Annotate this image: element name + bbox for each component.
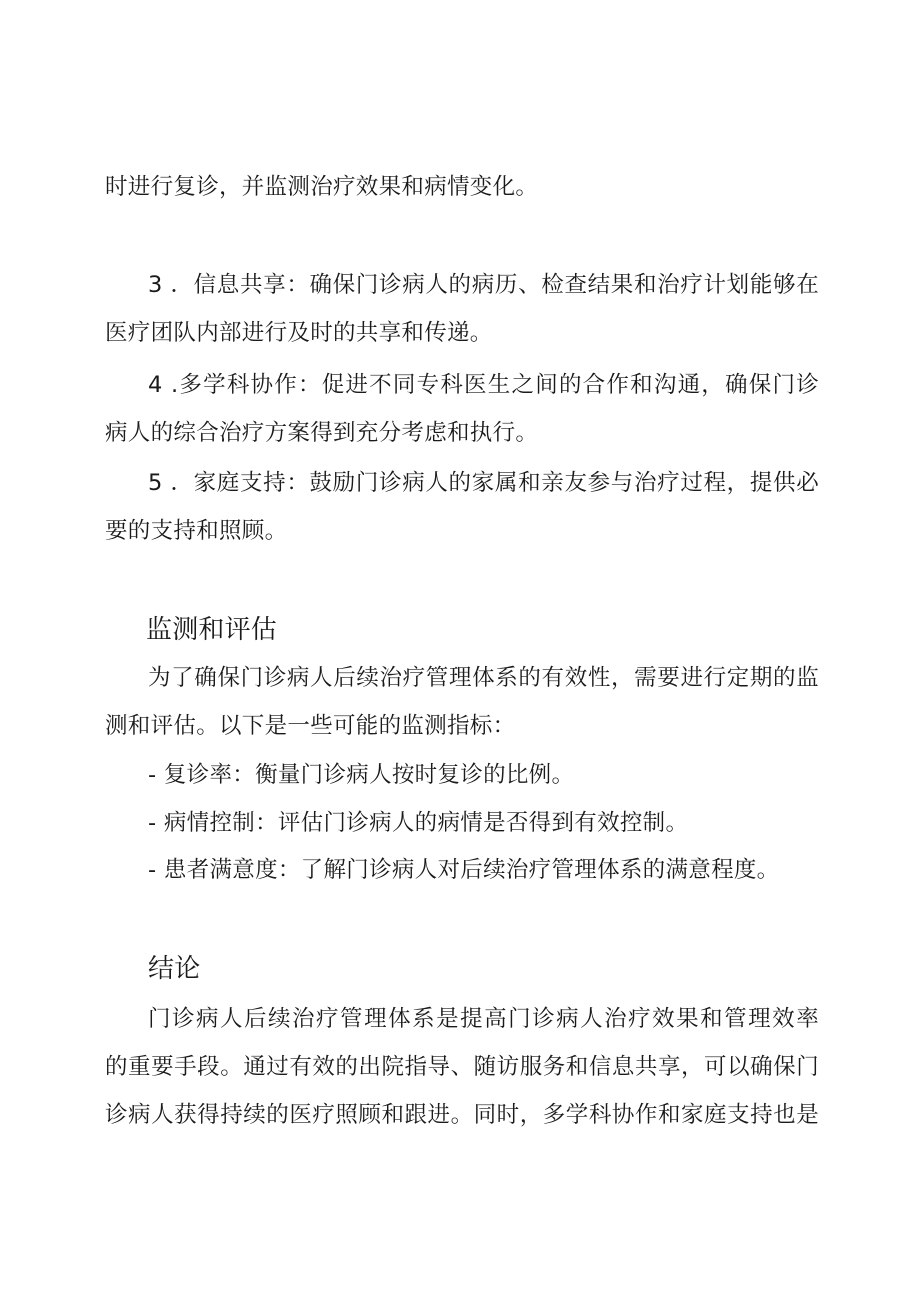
item-4-line-1: 4 .多学科协作：促进不同专科医生之间的合作和沟通，确保门诊 [148,372,819,398]
monitoring-paragraph-line-2: 测和评估。以下是一些可能的监测指标： [105,713,516,739]
conclusion-paragraph-line-2: 的重要手段。通过有效的出院指导、随访服务和信息共享，可以确保门 [105,1054,819,1080]
conclusion-paragraph-line-1: 门诊病人后续治疗管理体系是提高门诊病人治疗效果和管理效率 [148,1006,819,1032]
monitoring-bullet: - 复诊率：衡量门诊病人按时复诊的比例。 [148,762,575,788]
monitoring-paragraph-line-1: 为了确保门诊病人后续治疗管理体系的有效性，需要进行定期的监 [148,665,819,691]
section-heading-monitoring: 监测和评估 [146,615,278,645]
section-heading-conclusion: 结论 [148,954,201,984]
item-3-line-1: 3 ．信息共享：确保门诊病人的病历、检查结果和治疗计划能够在 [148,272,819,298]
item-3-line-2: 医疗团队内部进行及时的共享和传递。 [105,320,493,346]
item-5-line-1: 5 ．家庭支持：鼓励门诊病人的家属和亲友参与治疗过程，提供必 [148,470,819,496]
monitoring-bullet: - 病情控制：评估门诊病人的病情是否得到有效控制。 [148,810,689,836]
monitoring-bullet: - 患者满意度：了解门诊病人对后续治疗管理体系的满意程度。 [148,857,780,883]
intro-paragraph-line: 时进行复诊，并监测治疗效果和病情变化。 [105,174,539,200]
item-5-line-2: 要的支持和照顾。 [105,518,288,544]
item-4-line-2: 病人的综合治疗方案得到充分考虑和执行。 [105,420,539,446]
conclusion-paragraph-line-3: 诊病人获得持续的医疗照顾和跟进。同时，多学科协作和家庭支持也是 [105,1102,819,1128]
